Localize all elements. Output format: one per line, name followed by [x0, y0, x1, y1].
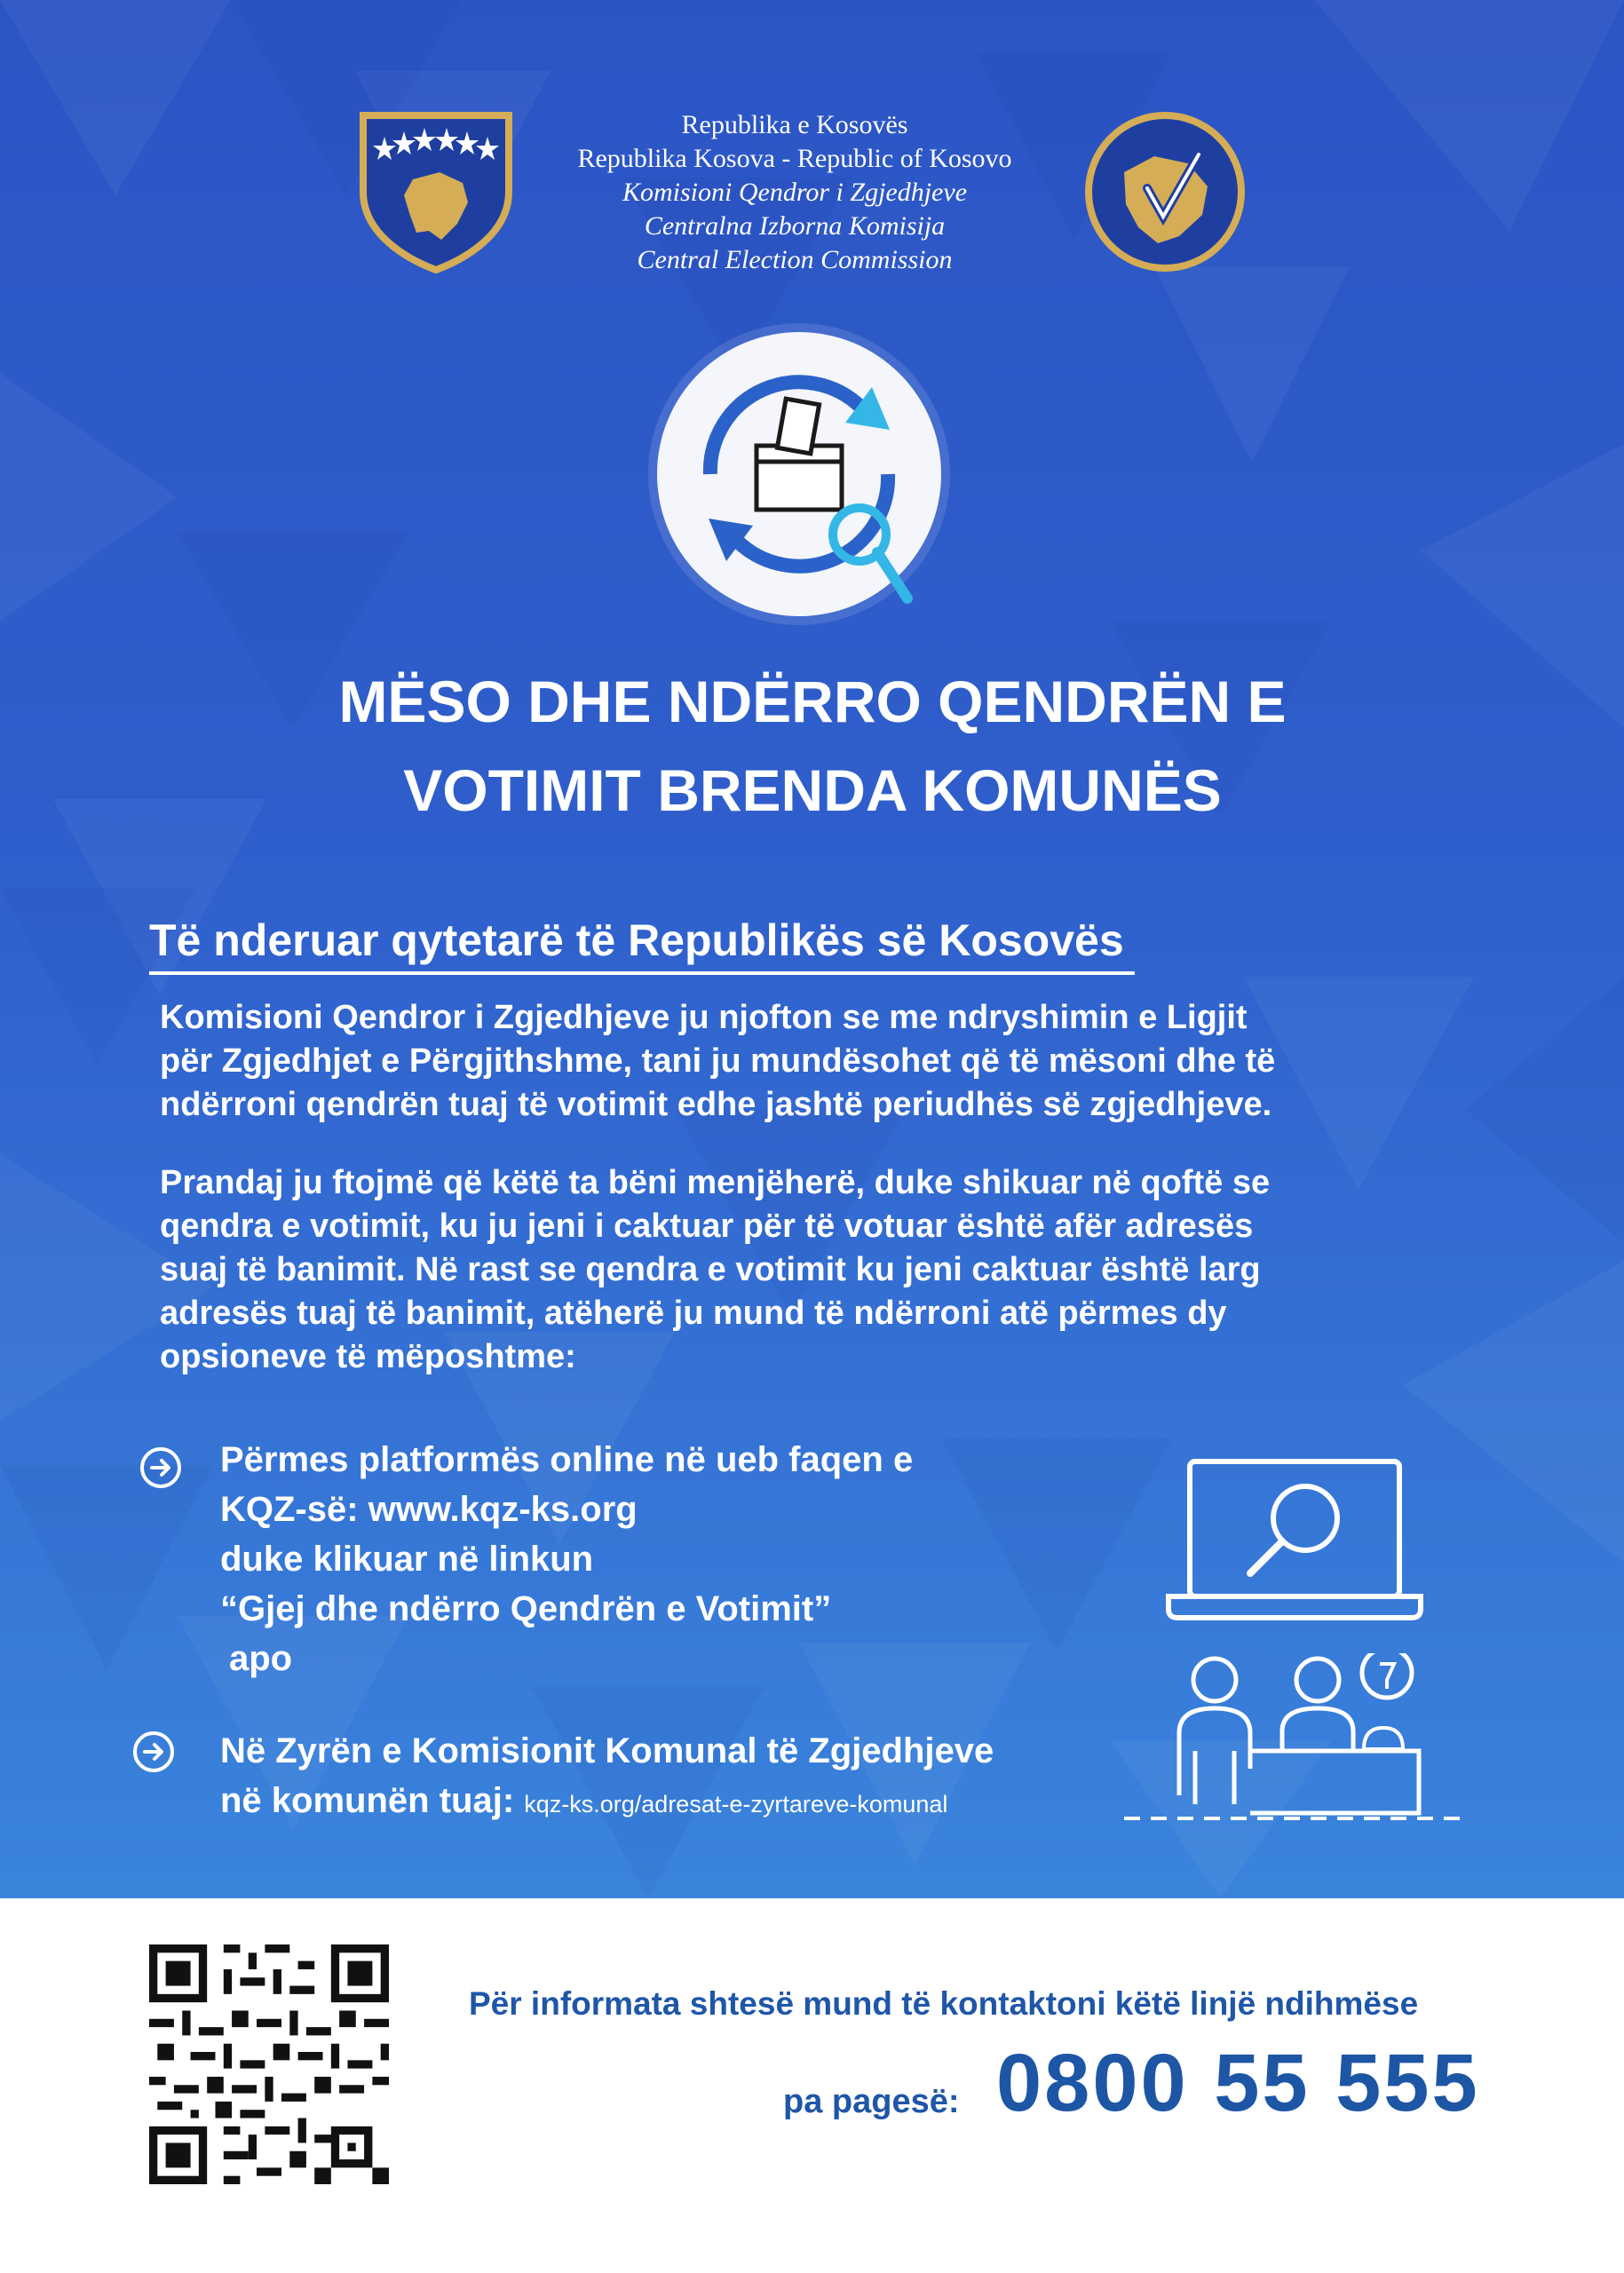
title-line-2: VOTIMIT BRENDA KOMUNËS: [403, 757, 1222, 823]
option-2-line-2: [220, 1776, 994, 1829]
header-line-1: Republika e Kosovës: [681, 110, 908, 139]
office-clerks-icon: [1117, 1653, 1472, 1831]
contact-info: Për informata shtesë mund të kontaktoni këtë linjë ndihmëse: [469, 1985, 1419, 2022]
paragraph-2: [160, 1161, 1483, 1379]
office-addresses-link[interactable]: kqz-ks.org/adresat-e-zyrtareve-komunal: [524, 1791, 948, 1818]
kosovo-coat-of-arms-icon: [358, 110, 514, 273]
option-2-line-1: Në Zyrën e Komisionit Komunal të Zgjedhjeve: [220, 1731, 994, 1770]
title-line-1: MËSO DHE NDËRRO QENDRËN E: [338, 669, 1287, 734]
arrow-right-circle-icon: [131, 1730, 176, 1774]
paragraph-2-line-1: Prandaj ju ftojmë që këtë ta bëni menjëherë, duke shikuar në qoftë se: [160, 1164, 1271, 1201]
paragraph-2-line-4: adresës tuaj të banimit, atëherë ju mund të ndërroni atë përmes dy: [160, 1295, 1227, 1332]
option-1-line-1: Përmes platformës online në ueb faqen e: [220, 1440, 914, 1479]
ballot-box-refresh-icon: [648, 323, 968, 625]
paragraph-1-line-1: Komisioni Qendror i Zgjedhjeve ju njofton se me ndryshimin e Ligjit: [160, 999, 1248, 1036]
website-link[interactable]: www.kqz-ks.org: [368, 1490, 638, 1529]
option-1-or: apo: [229, 1639, 293, 1678]
option-2-prefix: në komunën tuaj:: [220, 1781, 525, 1820]
header-line-2: Republika Kosova - Republic of Kosovo: [577, 144, 1012, 173]
arrow-right-circle-icon: [139, 1445, 183, 1490]
paragraph-2-line-2: qendra e votimit, ku ju jeni i caktuar për të votuar është afër adresës: [160, 1208, 1254, 1245]
paragraph-2-line-3: suaj të banimit. Në rast se qendra e votimit ku jeni caktuar është larg: [160, 1251, 1261, 1288]
option-1-prefix: KQZ-së:: [220, 1490, 368, 1529]
option-1-line-2: [220, 1485, 913, 1534]
paragraph-1-line-3: ndërroni qendrën tuaj të votimit edhe jashtë periudhës së zgjedhjeve.: [160, 1086, 1272, 1123]
paragraph-1-line-2: për Zgjedhjet e Përgjithshme, tani ju mundësohet që të mësoni dhe të: [160, 1042, 1276, 1080]
cec-emblem-icon: [1083, 110, 1247, 273]
toll-free-label: pa pagesë:: [783, 2083, 960, 2120]
institution-header: [497, 108, 1092, 277]
laptop-search-icon: [1163, 1456, 1447, 1625]
qr-code-icon[interactable]: [149, 1944, 389, 2184]
page-title: [178, 657, 1447, 835]
subtitle: Të nderuar qytetarë të Republikës së Kosovës: [149, 915, 1135, 975]
paragraph-2-line-5: opsioneve të mëposhtme:: [160, 1338, 576, 1375]
option-online: [220, 1435, 913, 1683]
paragraph-1: [160, 996, 1483, 1127]
header-line-5: Central Election Commission: [637, 245, 953, 274]
link-name: “Gjej dhe ndërro Qendrën e Votimit”: [220, 1589, 832, 1628]
header-line-3: Komisioni Qendror i Zgjedhjeve: [622, 178, 968, 207]
option-1-line-3: duke klikuar në linkun: [220, 1540, 594, 1579]
header-line-4: Centralna Izborna Komisija: [644, 211, 946, 241]
helpline-phone[interactable]: 0800 55 555: [996, 2038, 1480, 2128]
contact-panel: [0, 1898, 1624, 2273]
option-office: [220, 1726, 994, 1829]
